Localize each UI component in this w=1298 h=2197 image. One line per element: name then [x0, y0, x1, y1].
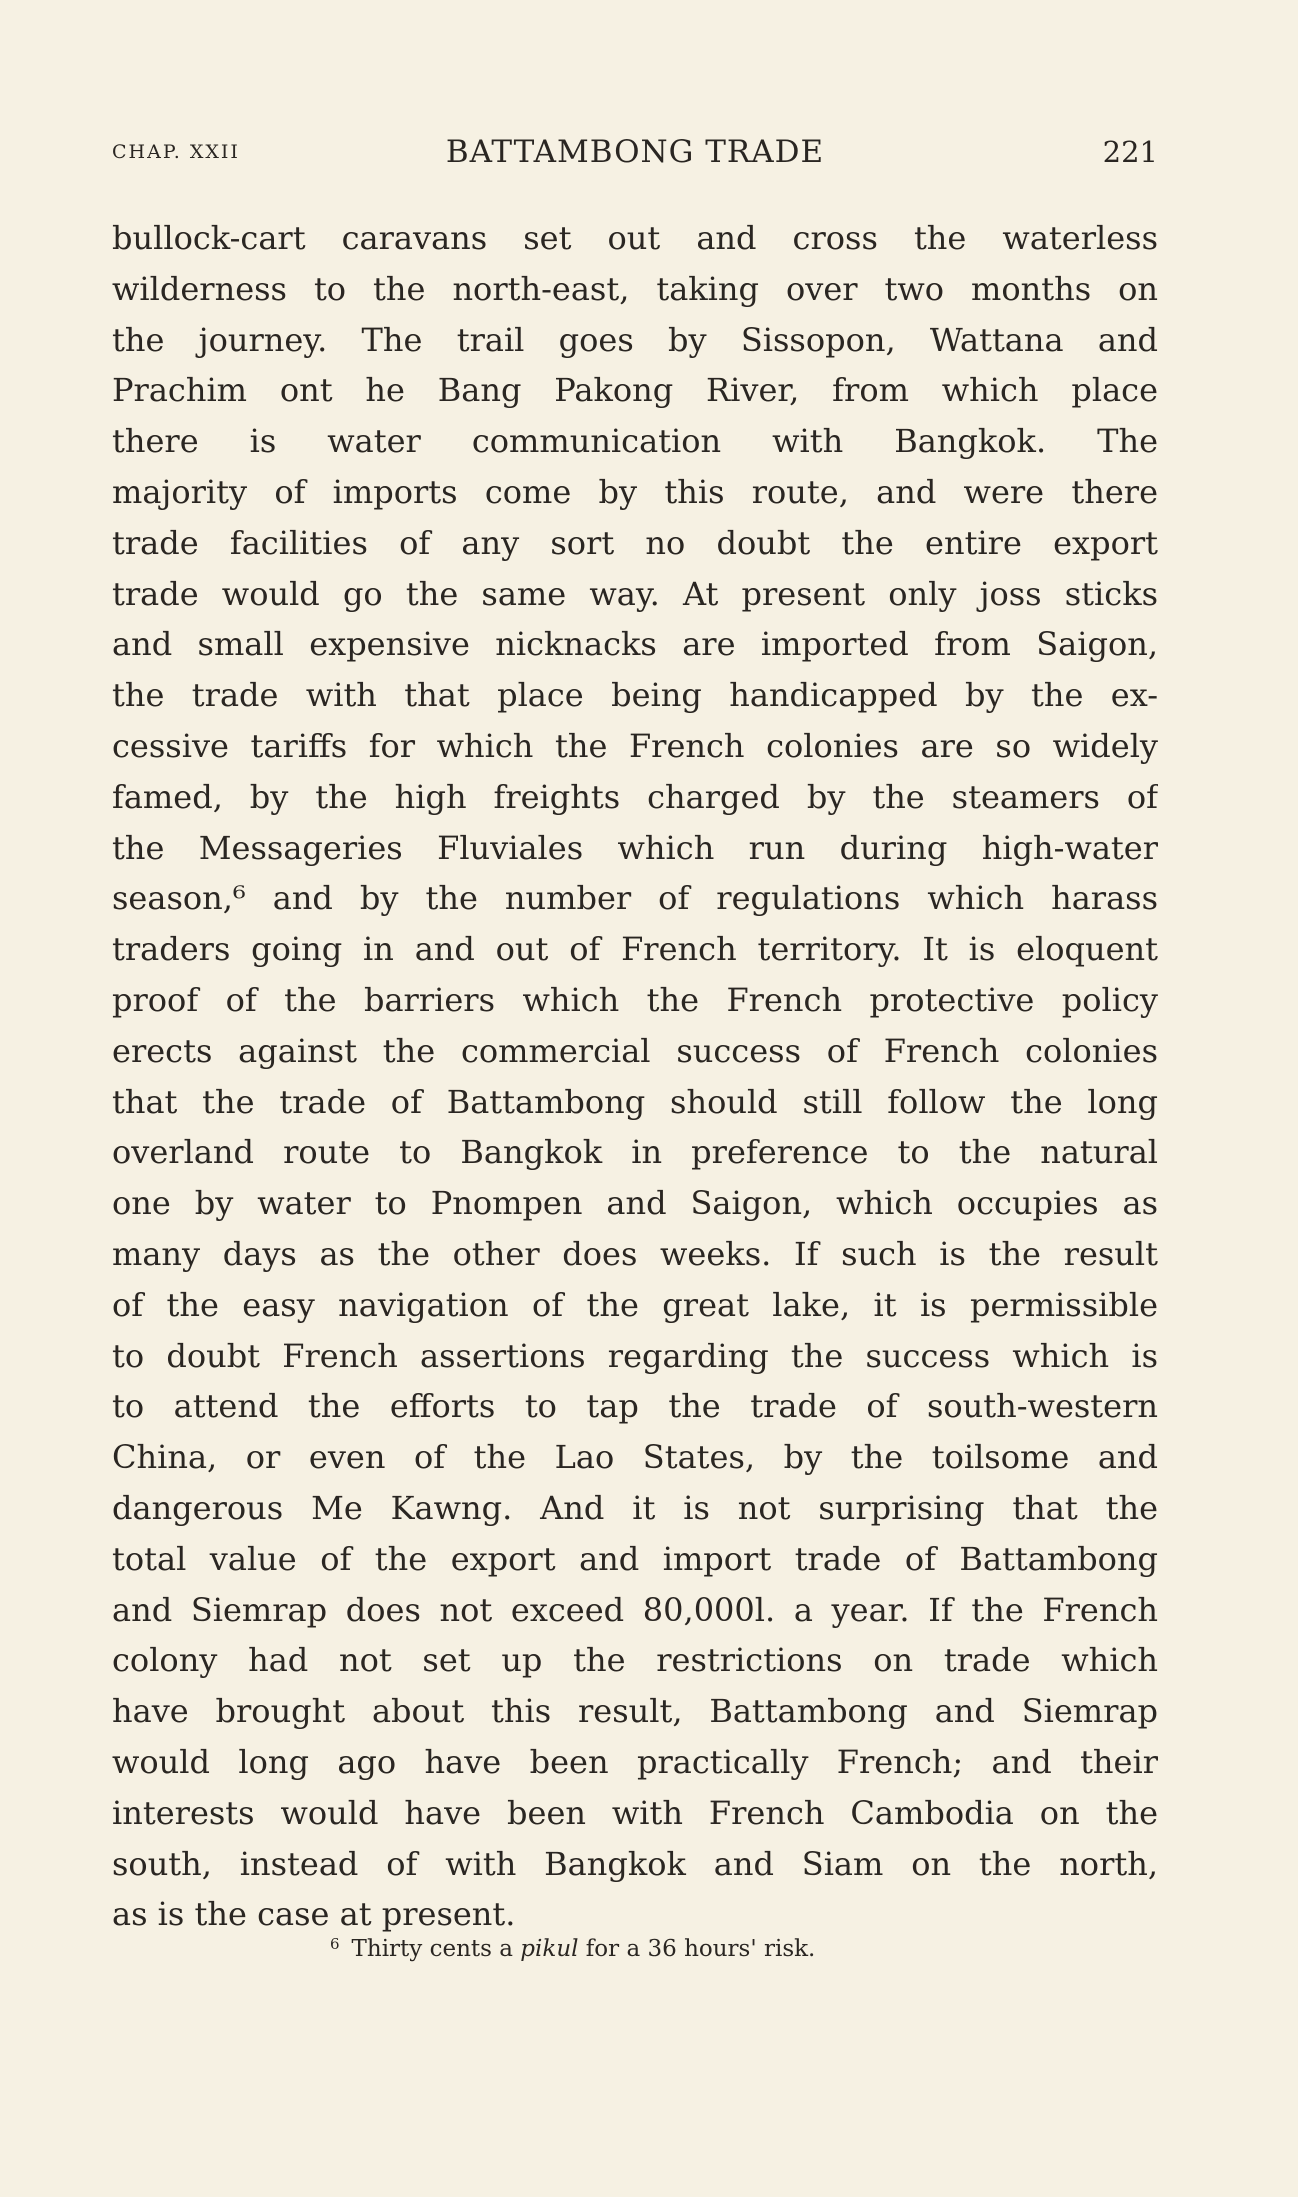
- text-line: as is the case at present.: [112, 1895, 516, 1934]
- text-line: dangerous Me Kawng. And it is not surprising that the: [112, 1488, 1158, 1527]
- running-head: [112, 132, 1158, 172]
- footnote-text-start: Thirty cents a: [351, 1936, 513, 1962]
- text-line: season,⁶ and by the number of regulations which harass: [112, 879, 1158, 918]
- text-line: Prachim ont he Bang Pakong River, from which place: [112, 371, 1158, 410]
- text-line: there is water communication with Bangkok. The: [112, 422, 1158, 461]
- text-line: cessive tariffs for which the French colonies are so widely: [112, 726, 1158, 765]
- text-line: to doubt French assertions regarding the success which is: [112, 1336, 1158, 1375]
- running-title: BATTAMBONG TRADE: [445, 134, 825, 170]
- footnote-text-end: for a 36 hours' risk.: [585, 1936, 816, 1962]
- text-line: wilderness to the north-east, taking over two months on: [112, 269, 1158, 308]
- body-text: [112, 213, 1158, 1940]
- text-line: famed, by the high freights charged by the steamers of: [112, 777, 1158, 816]
- text-line: erects against the commercial success of French colonies: [112, 1031, 1158, 1070]
- text-line: trade facilities of any sort no doubt the entire export: [112, 523, 1158, 562]
- text-line: and Siemrap does not exceed 80,000l. a year. If the French: [112, 1590, 1158, 1629]
- text-line: traders going in and out of French territory. It is eloquent: [112, 930, 1158, 969]
- text-line: interests would have been with French Cambodia on the: [112, 1793, 1158, 1832]
- text-line: colony had not set up the restrictions on trade which: [112, 1641, 1158, 1680]
- footnote-marker: 6: [330, 1935, 340, 1953]
- footnote: [330, 1924, 815, 1964]
- text-line: and small expensive nicknacks are imported from Saigon,: [112, 625, 1158, 664]
- text-line: of the easy navigation of the great lake, it is permissible: [112, 1285, 1158, 1324]
- text-line: many days as the other does weeks. If such is the result: [112, 1234, 1158, 1273]
- chapter-label: CHAP. XXII: [112, 141, 240, 163]
- text-line: the journey. The trail goes by Sissopon, Wattana and: [112, 320, 1158, 359]
- text-line: would long ago have been practically French; and their: [112, 1742, 1158, 1781]
- text-line: bullock-cart caravans set out and cross the waterless: [112, 219, 1158, 257]
- text-line: overland route to Bangkok in preference to the natural: [112, 1133, 1158, 1172]
- text-line: have brought about this result, Battambong and Siemrap: [112, 1692, 1158, 1731]
- text-line: trade would go the same way. At present only joss sticks: [112, 574, 1158, 613]
- text-line: south, instead of with Bangkok and Siam on the north,: [112, 1844, 1158, 1883]
- text-line: to attend the efforts to tap the trade of south-western: [112, 1387, 1158, 1426]
- text-line: majority of imports come by this route, and were there: [112, 472, 1158, 511]
- text-line: total value of the export and import trade of Battambong: [112, 1539, 1158, 1578]
- text-line: proof of the barriers which the French protective policy: [112, 980, 1158, 1019]
- page-number: 221: [1102, 135, 1158, 169]
- footnote-italic-term: pikul: [520, 1936, 579, 1962]
- text-line: China, or even of the Lao States, by the toilsome and: [112, 1438, 1158, 1477]
- text-line: that the trade of Battambong should still follow the long: [112, 1082, 1158, 1121]
- text-line: the trade with that place being handicapped by the ex-: [112, 676, 1158, 715]
- text-line: one by water to Pnompen and Saigon, which occupies as: [112, 1184, 1158, 1223]
- text-line: the Messageries Fluviales which run during high-water: [112, 828, 1158, 867]
